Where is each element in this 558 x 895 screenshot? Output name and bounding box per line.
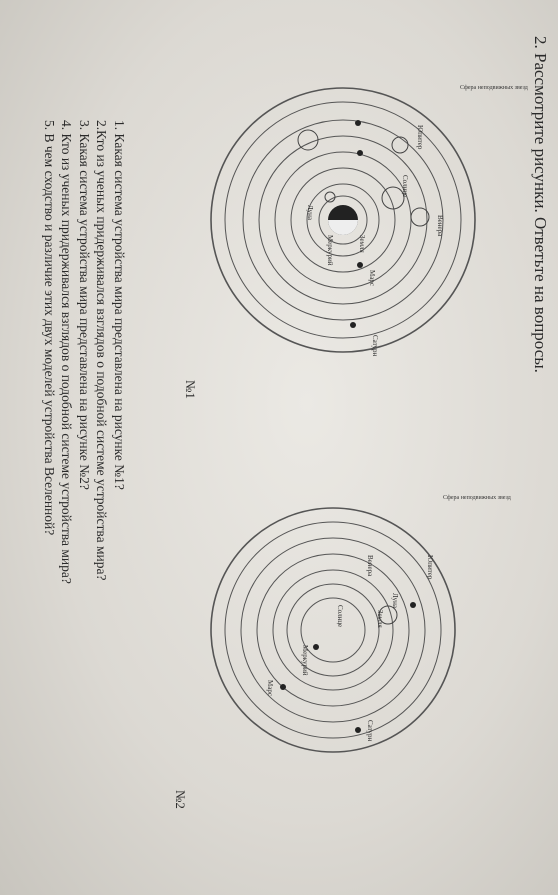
- fig1-label-sphere: Сфера неподвижных звезд: [460, 85, 528, 91]
- question-5: 5. В чем сходство и различие этих двух моделей устройства Вселенной?: [42, 120, 57, 536]
- figure-1-geocentric: [208, 85, 528, 357]
- fig2-label-mercury: Меркурий: [301, 645, 309, 676]
- fig2-label-jupiter: Юпитер: [426, 555, 434, 580]
- fig2-label-venus: Венера: [366, 555, 374, 577]
- fig1-label-earth: Земля: [358, 235, 366, 253]
- fig1-label-moon: Луна: [306, 205, 314, 220]
- fig2-label-saturn: Сатурн: [366, 720, 374, 742]
- question-2: 2.Кто из ученых придерживался взглядов о подобной системе устройства мира?: [94, 120, 110, 581]
- fig1-label-venus: Венера: [436, 215, 444, 237]
- fig2-label-sphere: Сфера неподвижных звезд: [443, 495, 511, 501]
- fig1-label-saturn: Сатурн: [371, 335, 379, 357]
- question-3: 3. Какая система устройства мира представлена на рисунке №2?: [77, 120, 92, 490]
- fig1-label-mercury: Меркурий: [326, 235, 334, 266]
- task-title: 2. Рассмотрите рисунки. Ответьте на вопросы.: [531, 36, 550, 373]
- fig2-label-earth: Земля: [376, 610, 384, 628]
- fig2-label-mars: Марс: [266, 680, 274, 696]
- fig2-label-moon: Луна: [391, 593, 399, 608]
- figure-2-label: №2: [173, 790, 188, 809]
- fig2-label-sun: Солнце: [336, 605, 344, 628]
- figure-2-heliocentric: [193, 495, 511, 755]
- fig1-label-mars: Марс: [368, 270, 376, 286]
- figure-1-label: №1: [183, 380, 198, 399]
- question-4: 4. Кто из ученых придерживался взглядов о подобной системе устройства мира?: [59, 120, 75, 584]
- questions-list: [41, 120, 129, 860]
- question-1: 1. Какая система устройства мира представлена на рисунке №1?: [112, 120, 127, 490]
- fig1-label-sun: Солнце: [401, 175, 409, 198]
- fig1-label-jupiter: Юпитер: [416, 125, 424, 150]
